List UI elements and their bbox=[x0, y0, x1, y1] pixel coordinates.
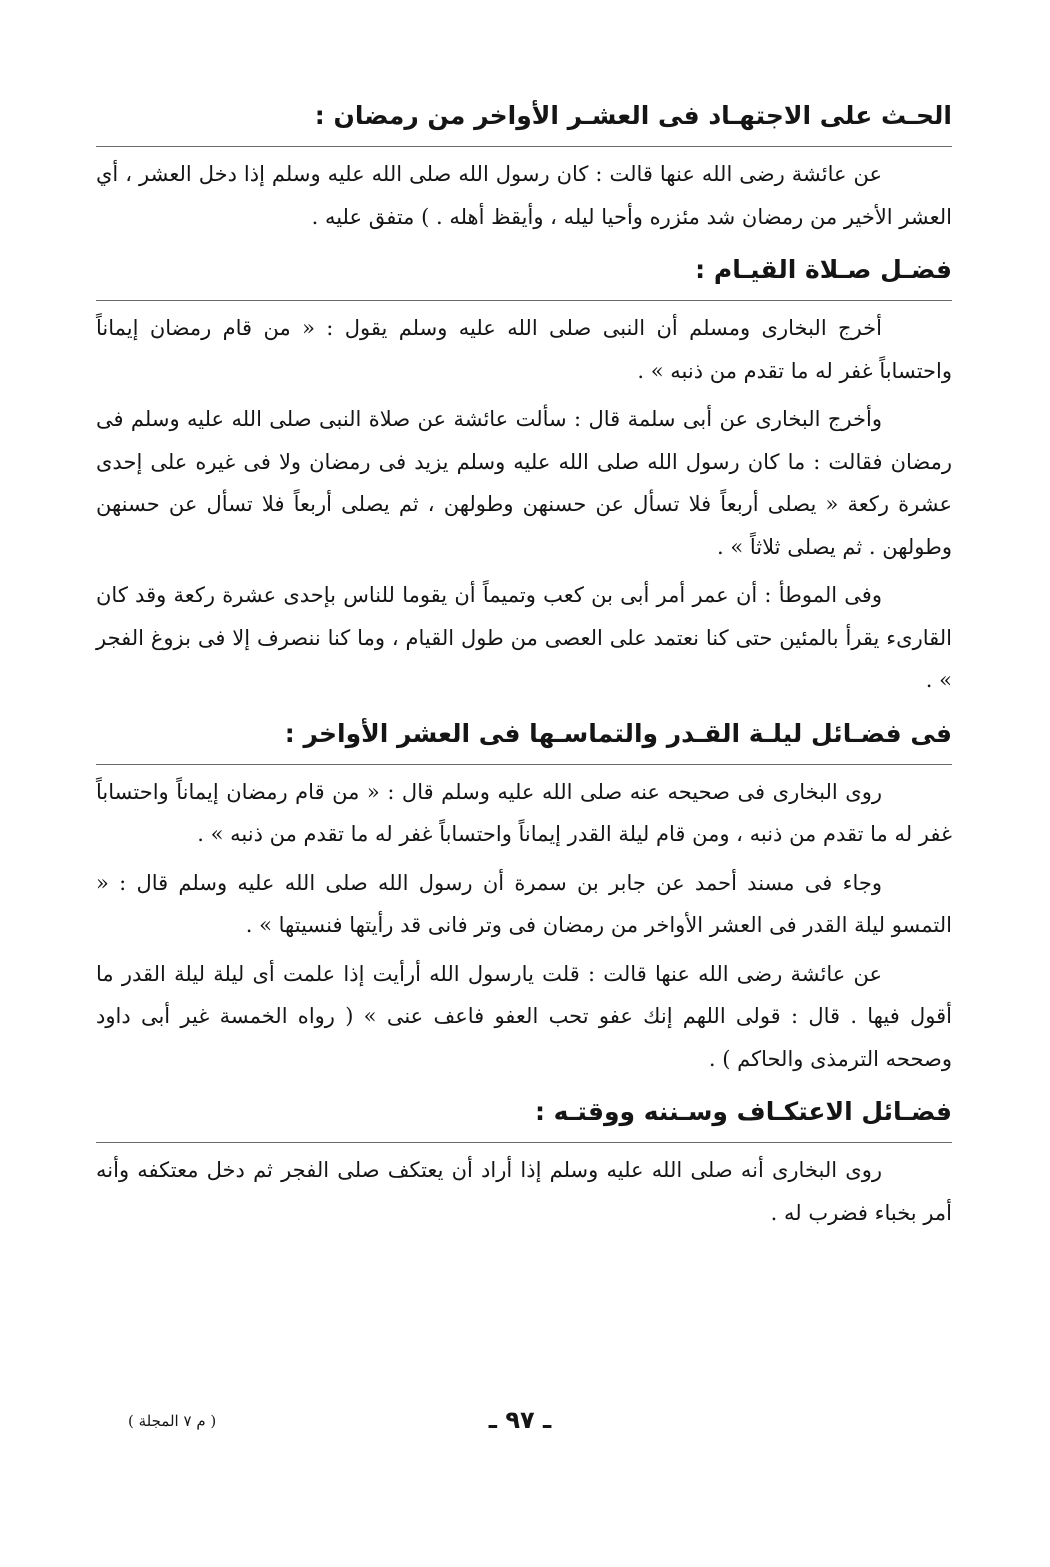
page-number: ـ ٩٧ ـ bbox=[488, 1406, 552, 1434]
section-heading: فى فضـائل ليلـة القـدر والتماسـها فى العشر الأواخر : bbox=[284, 718, 952, 748]
print-signature: ( م ٧ المجلة ) bbox=[128, 1412, 217, 1430]
paragraph: عن عائشة رضى الله عنها قالت : كان رسول الله صلى الله عليه وسلم إذا دخل العشر ، أي العشر الأخير من رمضان شد مئزره وأحيا ليله ، وأيقظ أهله . ) متفق عليه . bbox=[96, 162, 952, 229]
paragraph: وأخرج البخارى عن أبى سلمة قال : سألت عائشة عن صلاة النبى صلى الله عليه وسلم فى رمضان فقالت : ما كان رسول الله صلى الله عليه وسلم يزيد فى رمضان ولا فى غيره على إحدى عشرة ركعة « يصلى أربعاً فلا تسأل عن حسنهن وطولهن ، ثم يصلى أربعاً فلا تسأل عن حسنهن وطولهن . ثم يصلى ثلاثاً » . bbox=[96, 407, 952, 559]
section-virtue-of-qiyam bbox=[96, 244, 952, 702]
section-encouragement-last-ten bbox=[96, 90, 952, 238]
heading-divider bbox=[96, 300, 952, 301]
paragraph: وفى الموطأ : أن عمر أمر أبى بن كعب وتميماً أن يقوما للناس بإحدى عشرة ركعة وقد كان القارىء يقرأ بالمئين حتى كنا نعتمد على العصى من طول القيام ، وما كنا ننصرف إلا فى بزوغ الفجر » . bbox=[96, 583, 952, 692]
heading-divider bbox=[96, 1142, 952, 1143]
document-page bbox=[96, 90, 952, 1240]
paragraph: روى البخارى أنه صلى الله عليه وسلم إذا أراد أن يعتكف صلى الفجر ثم دخل معتكفه وأنه أمر بخباء فضرب له . bbox=[96, 1158, 952, 1225]
paragraph: عن عائشة رضى الله عنها قالت : قلت يارسول الله أرأيت إذا علمت أى ليلة ليلة القدر ما أقول فيها . قال : قولى اللهم إنك عفو تحب العفو فاعف عنى » ( رواه الخمسة غير أبى داود وصححه الترمذى والحاكم ) . bbox=[96, 961, 952, 1071]
section-heading: فضـائل الاعتكـاف وسـننه ووقتـه : bbox=[534, 1097, 952, 1126]
heading-divider bbox=[96, 146, 952, 147]
paragraph: وجاء فى مسند أحمد عن جابر بن سمرة أن رسول الله صلى الله عليه وسلم قال : « التمسو ليلة القدر فى العشر الأواخر من رمضان فى وتر فانى قد رأيتها فنسيتها » . bbox=[96, 870, 952, 937]
section-itikaf bbox=[96, 1086, 952, 1234]
section-laylat-al-qadr bbox=[96, 708, 952, 1081]
paragraph: أخرج البخارى ومسلم أن النبى صلى الله عليه وسلم يقول : « من قام رمضان إيماناً واحتساباً غفر له ما تقدم من ذنبه » . bbox=[96, 316, 952, 383]
section-heading: فضـل صـلاة القيـام : bbox=[695, 255, 952, 284]
heading-divider bbox=[96, 764, 952, 765]
page-footer bbox=[0, 1406, 1050, 1446]
paragraph: روى البخارى فى صحيحه عنه صلى الله عليه وسلم قال : « من قام رمضان إيماناً واحتساباً غفر له ما تقدم من ذنبه ، ومن قام ليلة القدر إيماناً واحتساباً غفر له ما تقدم من ذنبه » . bbox=[96, 779, 952, 846]
section-heading: الحـث على الاجتهـاد فى العشـر الأواخر من رمضان : bbox=[314, 101, 952, 130]
